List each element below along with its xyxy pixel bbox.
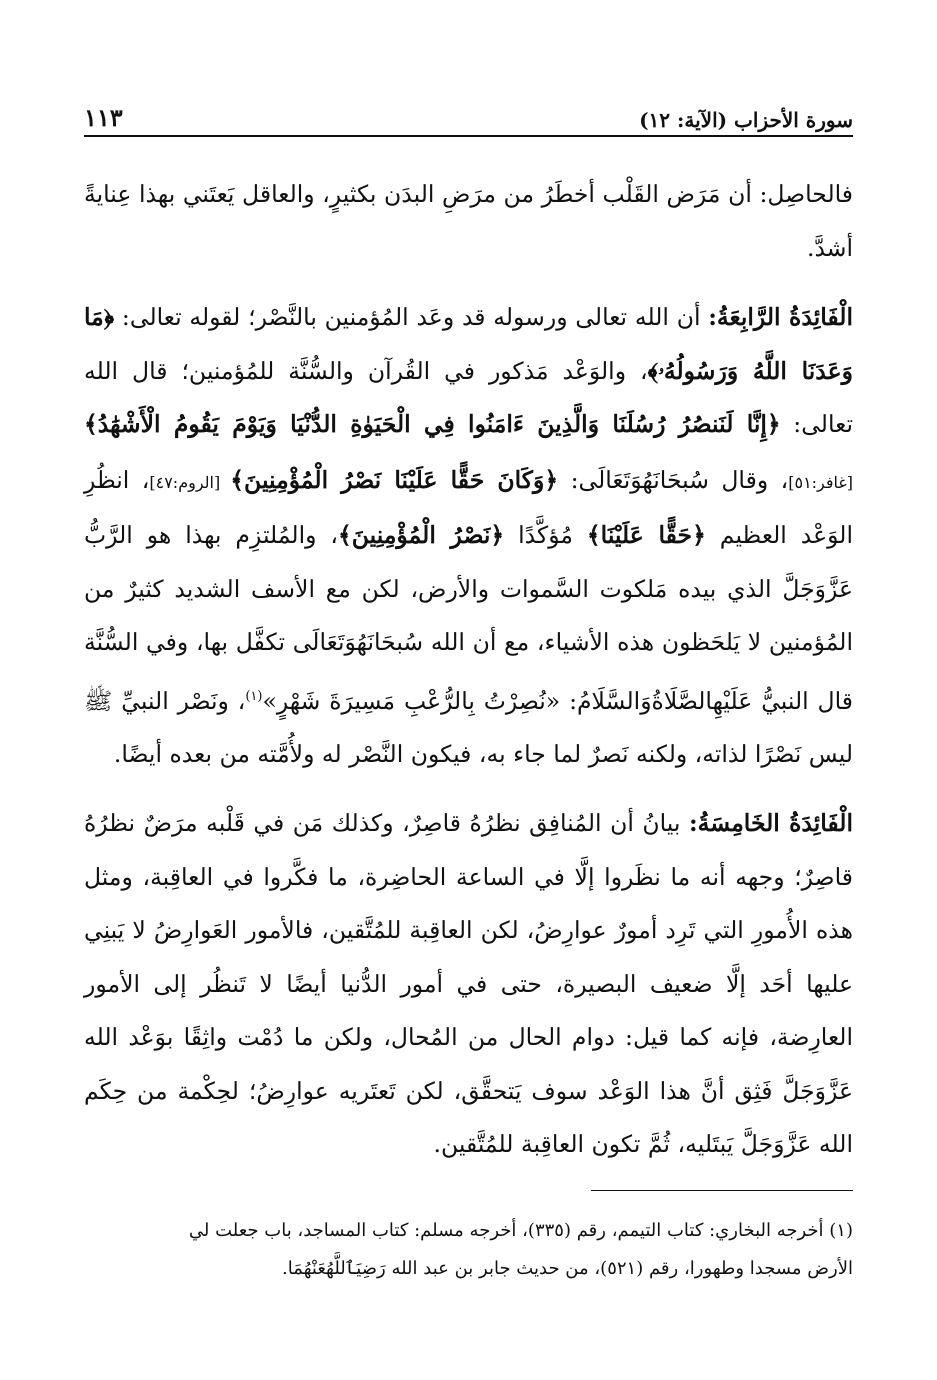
- page-number: ١١٣: [84, 103, 123, 132]
- paragraph-fifth-benefit: [84, 797, 853, 1172]
- quran-verse: ﴿إِنَّا لَنَنصُرُ رُسُلَنَا وَالَّذِينَ ءَامَنُوا فِي الْحَيَوٰةِ الدُّنْيَا وَيَوْمَ يَقُومُ الْأَشْهَٰدُ﴾: [84, 410, 781, 438]
- fourth-benefit-heading: الْفَائِدَةُ الرَّابِعَةُ:: [708, 303, 853, 331]
- footnote-marker[interactable]: (١): [245, 688, 263, 704]
- paragraph-conclusion: فالحاصِل: أن مَرَض القَلْب أخطَرُ من مرَضِ البدَن بكثيرٍ، والعاقل يَعتَني بهذا عِنايةً أشدَّ.: [84, 180, 853, 262]
- quran-verse: ﴿مَا وَعَدَنَا اللَّهُ وَرَسُولُهُۥ﴾: [84, 303, 853, 385]
- header-divider: [84, 135, 853, 137]
- text-segment: مُؤكَّدًا: [504, 521, 587, 549]
- text-segment: بيانُ أن المُنافِق نظرُهُ قاصِرٌ، وكذلك مَن في قَلْبه مرَضٌ نظرُهُ قاصِرٌ؛ وجهه أنه ما نظَروا إلَّا في الساعة الحاضِرة، ما فكَّروا في العاقِبة، ومثل هذه الأُمورِ التي تَرِد أمورٌ عوارِضُ، لكن العاقِبة للمُتَّقين، فالأمور العَوارِضُ لا يَبنِي عليها أحَد إلَّا ضعيف البصيرة، حتى في أمور الدُّنيا أيضًا لا تَنظُر إلى الأمور العارِضة، فإنه كما قيل: دوام الحال من المُحال، ولكن ما دُمْت واثِقًا بوَعْد الله عَزَّوَجَلَّ فَثِق أنَّ هذا الوَعْد سوف يَتحقَّق، لكن تَعتَريه عوارِضُ؛ لحِكْمة من حِكَم الله عَزَّوَجَلَّ يَبتَليه، ثُمَّ تكون العاقِبة للمُتَّقين.: [84, 809, 853, 1159]
- footnote-divider: [591, 1190, 853, 1191]
- text-segment: أن الله تعالى ورسوله قد وعَد المُؤمنين بالنَّصْر؛ لقوله تعالى:: [114, 303, 709, 331]
- fifth-benefit-heading: الْفَائِدَةُ الخَامِسَةُ:: [688, 809, 854, 838]
- quran-verse: ﴿نَصْرُ الْمُؤْمِنِينَ﴾: [338, 521, 505, 549]
- footnote-line: (١) أخرجه البخاري: كتاب التيمم، رقم (٣٣٥)، أخرجه مسلم: كتاب المساجد، باب جعلت لي: [188, 1220, 853, 1241]
- page-body: [84, 168, 853, 1172]
- quran-verse: ﴿وَكَانَ حَقًّا عَلَيْنَا نَصْرُ الْمُؤْمِنِينَ﴾: [230, 465, 559, 494]
- text-segment: ، والوَعْد مَذكور في القُرآن والسُّنَّة للمُؤمنين؛ قال الله تعالى:: [84, 356, 853, 438]
- text-segment: ، وقال سُبحَانَهُوَتَعَالَى:: [558, 465, 789, 494]
- footnote-line: الأرض مسجدا وطهورا، رقم (٥٢١)، من حديث جابر بن عبد الله رَضِيَٱللَّهُعَنْهُمَا.: [282, 1258, 853, 1279]
- text-segment: ، ونَصْر النبيِّ ﷺ ليس نَصْرًا لذاته، ولكنه نَصرٌ لما جاء به، فيكون النَّصْر له ولأُمَّته من بعده أيضًا.: [84, 686, 853, 768]
- paragraph-fourth-benefit: [84, 291, 853, 781]
- quran-verse: ﴿حَقًّا عَلَيْنَا﴾: [586, 521, 706, 549]
- verse-reference: [غافر:٥١]: [788, 472, 854, 492]
- text-segment: ، انظُرِ الوَعْد العظيم: [84, 465, 853, 549]
- page-header: [84, 92, 853, 132]
- running-title: سورة الأحزاب (الآية: ١٢): [639, 108, 853, 132]
- text-segment: ، والمُلتزِم بهذا هو الرَّبُّ عَزَّوَجَلَّ الذي بيده مَلكوت السَّموات والأرض، لكن مع الأسف الشديد كثيرٌ من المُؤمنين لا يَلحَظون هذه الأشياء، مع أن الله سُبحَانَهُوَتَعَالَى تكفَّل بها، وفي السُّنَّة قال النبيُّ عَلَيْهِالصَّلَاةُوَالسَّلَامُ: «نُصِرْتُ بِالرُّعْبِ مَسِيرَةَ شَهْرٍ»: [84, 521, 853, 715]
- footnotes: [84, 1212, 853, 1288]
- verse-reference: [الروم:٤٧]: [149, 472, 231, 492]
